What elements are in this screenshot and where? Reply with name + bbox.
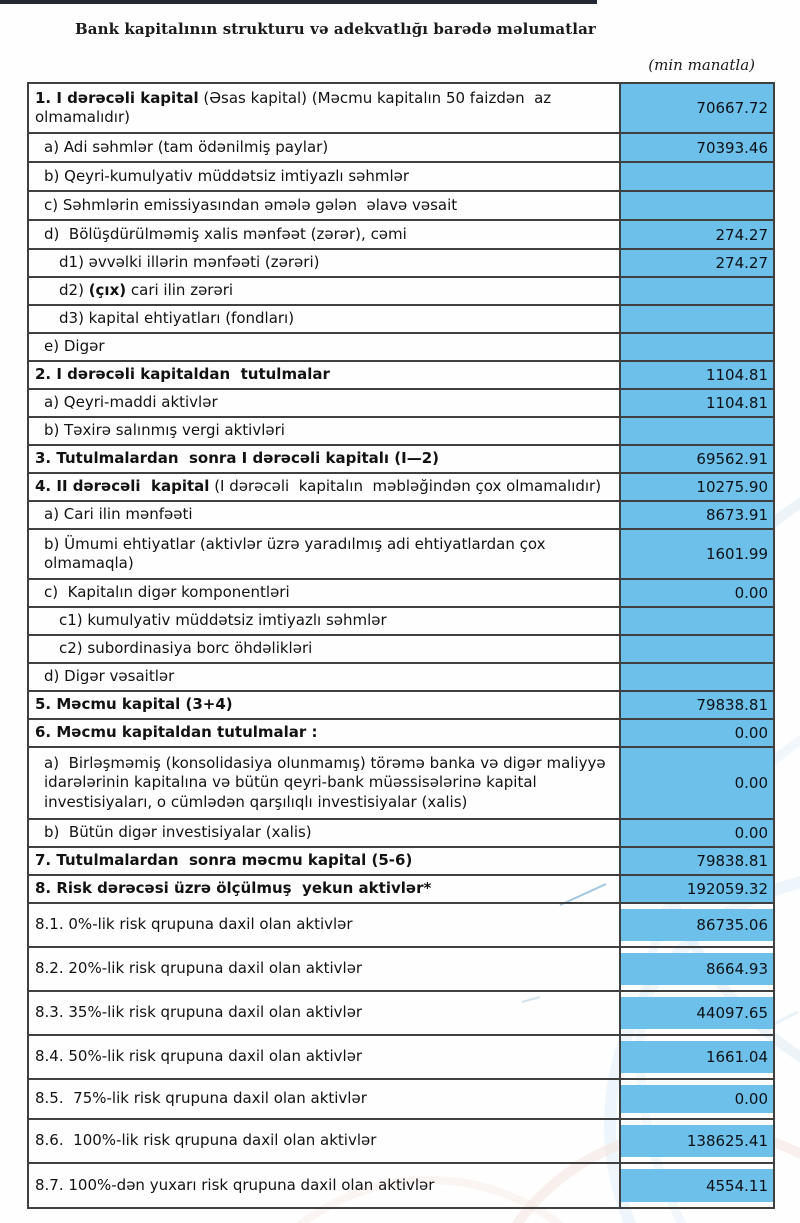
table-row [29,1164,773,1207]
table-row [29,530,773,580]
row-value: 0.00 [619,748,773,818]
row-value: 1661.04 [619,1036,773,1078]
row-value: 79838.81 [619,692,773,718]
row-label: d) Bölüşdürülməmiş xalis mənfəət (zərər), cəmi [44,224,407,243]
row-label: 2. I dərəcəli kapitaldan tutulmalar [35,365,330,384]
table-row [29,84,773,134]
row-label: e) Digər [44,337,105,356]
row-label: a) Birləşməmiş (konsolidasiya olunmamış) törəmə banka və digər maliyyə idarələrinin kapitalına və bütün qeyri-bank müəssisələrinə kapital investisiyaları, o cümlədən qarşılıqlı investisiyalar (xalis) [44,753,611,811]
table-row [29,278,773,306]
row-label: a) Adi səhmlər (tam ödənilmiş paylar) [44,137,329,156]
row-value [619,334,773,360]
table-row [29,1080,773,1120]
table-row [29,876,773,904]
table-row [29,502,773,530]
row-value [619,418,773,444]
row-label: 8.6. 100%-lik risk qrupuna daxil olan aktivlər [35,1131,377,1150]
row-value [619,608,773,634]
table-row [29,948,773,992]
table-row [29,904,773,948]
row-label: d) Digər vəsaitlər [44,667,175,686]
row-value [619,306,773,332]
row-label: 3. Tutulmalardan sonra I dərəcəli kapitalı (I—2) [35,449,440,468]
row-label: c1) kumulyativ müddətsiz imtiyazlı səhmlər [59,611,387,630]
row-label: 8.1. 0%-lik risk qrupuna daxil olan aktivlər [35,915,353,934]
row-label: d1) əvvəlki illərin mənfəəti (zərəri) [59,253,320,272]
row-value: 138625.41 [619,1120,773,1162]
table-row [29,474,773,502]
row-value: 1601.99 [619,530,773,578]
row-label: 5. Məcmu kapital (3+4) [35,695,233,714]
row-value [619,278,773,304]
capital-structure-table [27,82,775,1209]
table-row [29,748,773,820]
row-value [619,664,773,690]
table-row [29,446,773,474]
table-row [29,1120,773,1164]
table-row [29,664,773,692]
page-title: Bank kapitalının strukturu və adekvatlığı barədə məlumatlar [75,20,596,38]
row-label: b) Təxirə salınmış vergi aktivləri [44,421,285,440]
row-label: c) Kapitalın digər komponentləri [44,583,290,602]
row-value: 44097.65 [619,992,773,1034]
row-value: 86735.06 [619,904,773,946]
row-label: 8.3. 35%-lik risk qrupuna daxil olan aktivlər [35,1003,363,1022]
row-label: c2) subordinasiya borc öhdəlikləri [59,639,313,658]
row-value [619,163,773,190]
row-value: 79838.81 [619,848,773,874]
row-value: 1104.81 [619,390,773,416]
row-value [619,636,773,662]
row-label: b) Ümumi ehtiyatlar (aktivlər üzrə yaradılmış adi ehtiyatlardan çox olmamaqla) [44,534,551,572]
table-row [29,580,773,608]
row-value: 0.00 [619,580,773,606]
row-label: a) Cari ilin mənfəəti [44,505,193,524]
row-label: 8. Risk dərəcəsi üzrə ölçülmuş yekun aktivlər* [35,879,432,898]
table-row [29,221,773,250]
row-value: 0.00 [619,1080,773,1118]
scan-edge-bar [0,0,597,4]
row-label: 8.4. 50%-lik risk qrupuna daxil olan aktivlər [35,1047,363,1066]
table-row [29,306,773,334]
row-value: 70393.46 [619,134,773,161]
table-row [29,163,773,192]
row-value: 8673.91 [619,502,773,528]
table-row [29,250,773,278]
row-value: 4554.11 [619,1164,773,1207]
table-row [29,820,773,848]
row-value: 8664.93 [619,948,773,990]
table-row [29,1036,773,1080]
table-row [29,390,773,418]
row-value: 10275.90 [619,474,773,500]
row-label: b) Bütün digər investisiyalar (xalis) [44,823,312,842]
row-value: 70667.72 [619,84,773,132]
row-value [619,192,773,219]
table-row [29,636,773,664]
row-label: a) Qeyri-maddi aktivlər [44,393,218,412]
row-value: 274.27 [619,250,773,276]
capital-table-body [29,84,773,1207]
row-value: 1104.81 [619,362,773,388]
row-label: 6. Məcmu kapitaldan tutulmalar : [35,723,318,742]
row-label: 8.7. 100%-dən yuxarı risk qrupuna daxil olan aktivlər [35,1175,435,1194]
table-row [29,848,773,876]
table-row [29,362,773,390]
unit-note: (min manatla) [648,56,755,74]
table-row [29,192,773,221]
row-label: 1. I dərəcəli kapital (Əsas kapital) (Məcmu kapitalın 50 faizdən az olmamalıdır) [35,88,556,126]
table-row [29,608,773,636]
row-value: 192059.32 [619,876,773,902]
table-row [29,992,773,1036]
table-row [29,334,773,362]
row-label: c) Səhmlərin emissiyasından əmələ gələn əlavə vəsait [44,195,458,214]
row-label: 8.2. 20%-lik risk qrupuna daxil olan aktivlər [35,959,363,978]
row-value: 0.00 [619,720,773,746]
row-label: d3) kapital ehtiyatları (fondları) [59,309,295,328]
row-label: 7. Tutulmalardan sonra məcmu kapital (5-6) [35,851,413,870]
row-value: 69562.91 [619,446,773,472]
row-label: d2) (çıx) cari ilin zərəri [59,281,234,300]
row-value: 0.00 [619,820,773,846]
row-label: b) Qeyri-kumulyativ müddətsiz imtiyazlı səhmlər [44,166,410,185]
table-row [29,134,773,163]
row-value: 274.27 [619,221,773,248]
table-row [29,720,773,748]
row-label: 4. II dərəcəli kapital (I dərəcəli kapitalın məbləğindən çox olmamalıdır) [35,477,602,496]
row-label: 8.5. 75%-lik risk qrupuna daxil olan aktivlər [35,1089,367,1108]
table-row [29,692,773,720]
table-row [29,418,773,446]
